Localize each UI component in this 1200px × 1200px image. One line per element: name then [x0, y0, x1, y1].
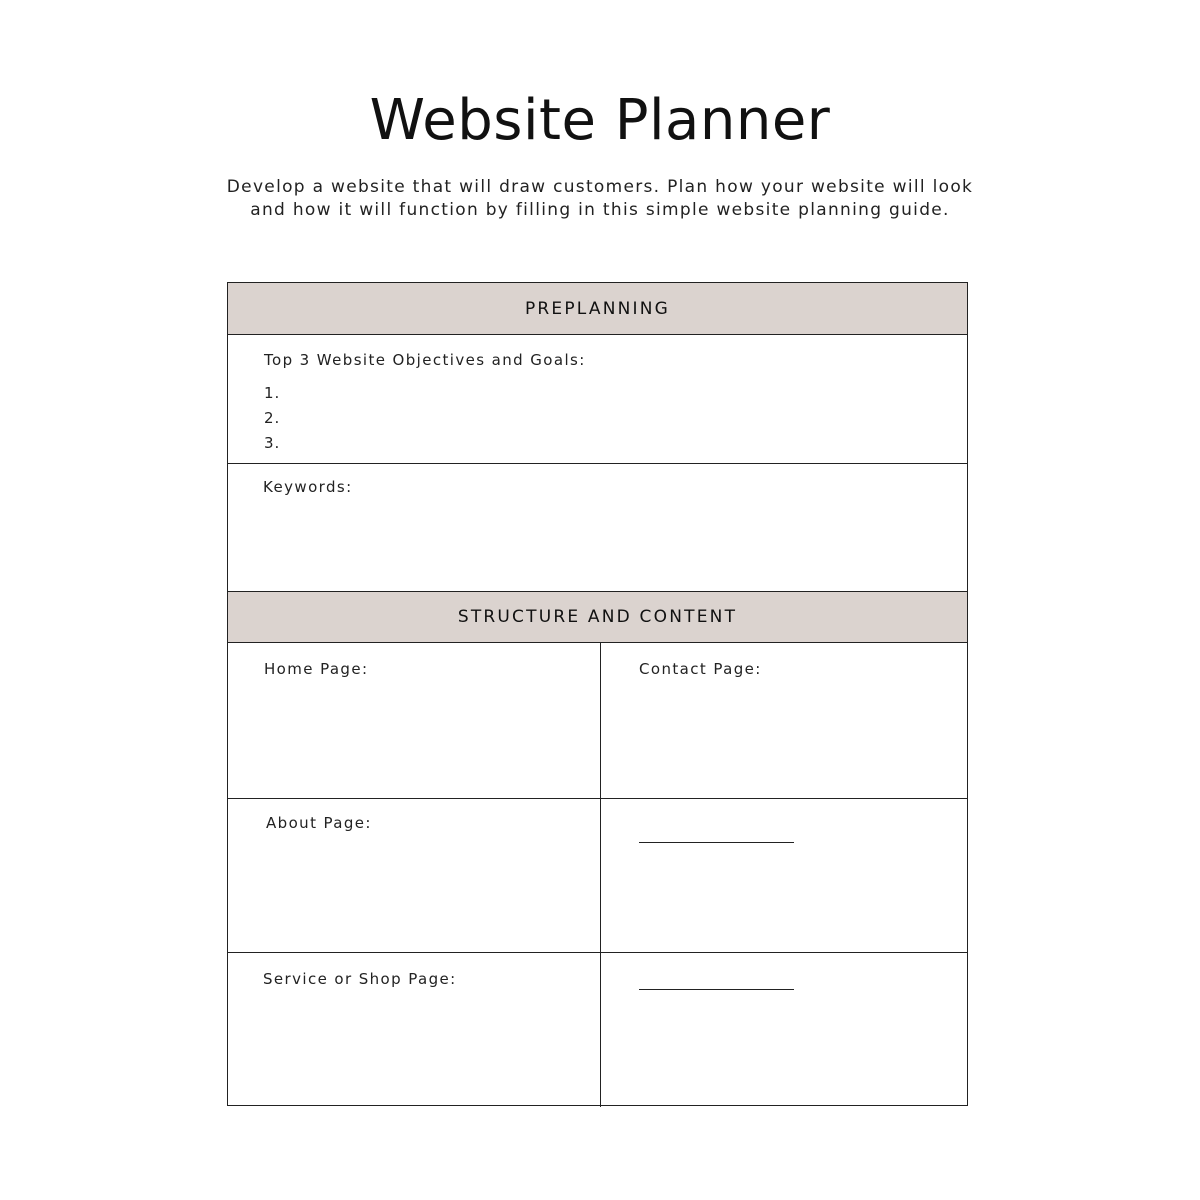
structure-heading: STRUCTURE AND CONTENT [228, 591, 967, 643]
row-divider [228, 798, 967, 799]
objective-item-1[interactable]: 1. [264, 384, 281, 402]
keywords-label: Keywords: [263, 478, 353, 496]
home-page-label: Home Page: [264, 660, 369, 678]
objective-item-3[interactable]: 3. [264, 434, 281, 452]
custom-page-blank-1[interactable] [639, 842, 794, 843]
intro-text [220, 176, 980, 222]
shop-page-label: Service or Shop Page: [263, 970, 457, 988]
contact-page-label: Contact Page: [639, 660, 762, 678]
custom-page-blank-2[interactable] [639, 989, 794, 990]
objective-item-2[interactable]: 2. [264, 409, 281, 427]
preplanning-heading: PREPLANNING [228, 283, 967, 335]
intro-line-2: and how it will function by filling in this simple website planning guide. [250, 200, 950, 220]
objectives-label: Top 3 Website Objectives and Goals: [264, 351, 586, 369]
objectives-list [264, 383, 280, 458]
planner-table [227, 282, 968, 1106]
intro-line-1: Develop a website that will draw customers. Plan how your website will look [226, 177, 974, 197]
column-divider [600, 643, 601, 1107]
row-divider [228, 952, 967, 953]
row-divider [228, 463, 967, 464]
page-title: Website Planner [369, 88, 831, 153]
about-page-label: About Page: [266, 814, 372, 832]
